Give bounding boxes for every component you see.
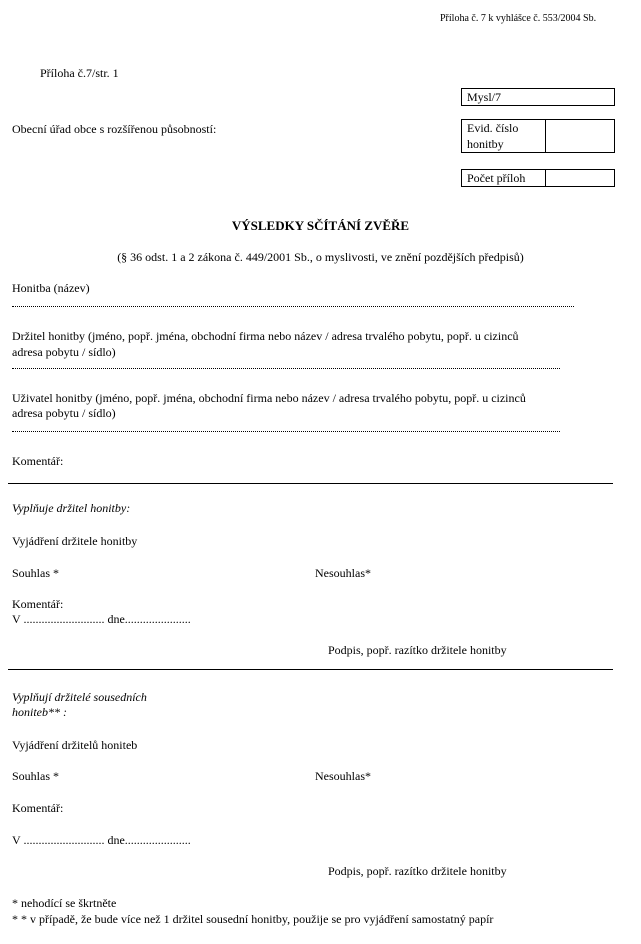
- user-line: [12, 431, 560, 432]
- holder-section-heading: Vyplňuje držitel honitby:: [12, 501, 131, 515]
- neighbors-disagree-option: Nesouhlas*: [315, 769, 371, 783]
- holder-agree-option: Souhlas *: [12, 566, 60, 580]
- form-code-box: [461, 88, 615, 106]
- form-code: Mysl/7: [467, 90, 502, 104]
- evidence-divider: [545, 120, 546, 152]
- holder-signature-label: Podpis, popř. razítko držitele honitby: [328, 643, 507, 657]
- comment-label: Komentář:: [12, 454, 64, 468]
- holder-comment-label: Komentář:: [12, 597, 64, 611]
- attachments-box: [461, 169, 615, 187]
- hunting-ground-label: Honitba (název): [12, 281, 90, 295]
- hunting-ground-line: [12, 306, 574, 307]
- holder-label-line1: Držitel honitby (jméno, popř. jména, obchodní firma nebo název / adresa trvalého pobytu, popř. u cizinců: [12, 329, 519, 343]
- neighbors-comment-label: Komentář:: [12, 801, 64, 815]
- evidence-label-line1: Evid. číslo: [467, 121, 519, 135]
- neighbors-agree-option: Souhlas *: [12, 769, 60, 783]
- evidence-label-line2: honitby: [467, 137, 504, 151]
- office-label: Obecní úřad obce s rozšířenou působností:: [12, 122, 217, 136]
- neighbors-heading-line1: Vyplňují držitelé sousedních: [12, 690, 147, 704]
- attachments-divider: [545, 170, 546, 186]
- evidence-number-box: [461, 119, 615, 153]
- attachments-label: Počet příloh: [467, 171, 526, 185]
- holder-line: [12, 368, 560, 369]
- page-subtitle: (§ 36 odst. 1 a 2 zákona č. 449/2001 Sb., o myslivosti, ve znění pozdějších předpisů): [117, 250, 524, 264]
- neighbors-statement-label: Vyjádření držitelů honiteb: [12, 738, 138, 752]
- footnote-2: * * v případě, že bude více než 1 držitel sousední honitby, použije se pro vyjádření samostatný papír: [12, 912, 494, 926]
- user-label-line1: Uživatel honitby (jméno, popř. jména, obchodní firma nebo název / adresa trvalého pobytu, popř. u cizinců: [12, 391, 526, 405]
- page-title: VÝSLEDKY SČÍTÁNÍ ZVĚŘE: [231, 218, 410, 233]
- page-reference: Příloha č.7/str. 1: [40, 66, 119, 80]
- holder-statement-label: Vyjádření držitele honitby: [12, 534, 138, 548]
- holder-place-date: V ........................... dne......................: [12, 612, 191, 626]
- footnote-1: * nehodící se škrtněte: [12, 896, 117, 910]
- neighbors-heading-line2: honiteb** :: [12, 705, 67, 719]
- holder-disagree-option: Nesouhlas*: [315, 566, 371, 580]
- user-label-line2: adresa pobytu / sídlo): [12, 406, 116, 420]
- annex-reference: Příloha č. 7 k vyhlášce č. 553/2004 Sb.: [440, 13, 597, 24]
- neighbors-signature-label: Podpis, popř. razítko držitele honitby: [328, 864, 507, 878]
- holder-label-line2: adresa pobytu / sídlo): [12, 345, 116, 359]
- section-divider-1: [8, 483, 613, 484]
- neighbors-place-date: V ........................... dne......................: [12, 833, 191, 847]
- section-divider-2: [8, 669, 613, 670]
